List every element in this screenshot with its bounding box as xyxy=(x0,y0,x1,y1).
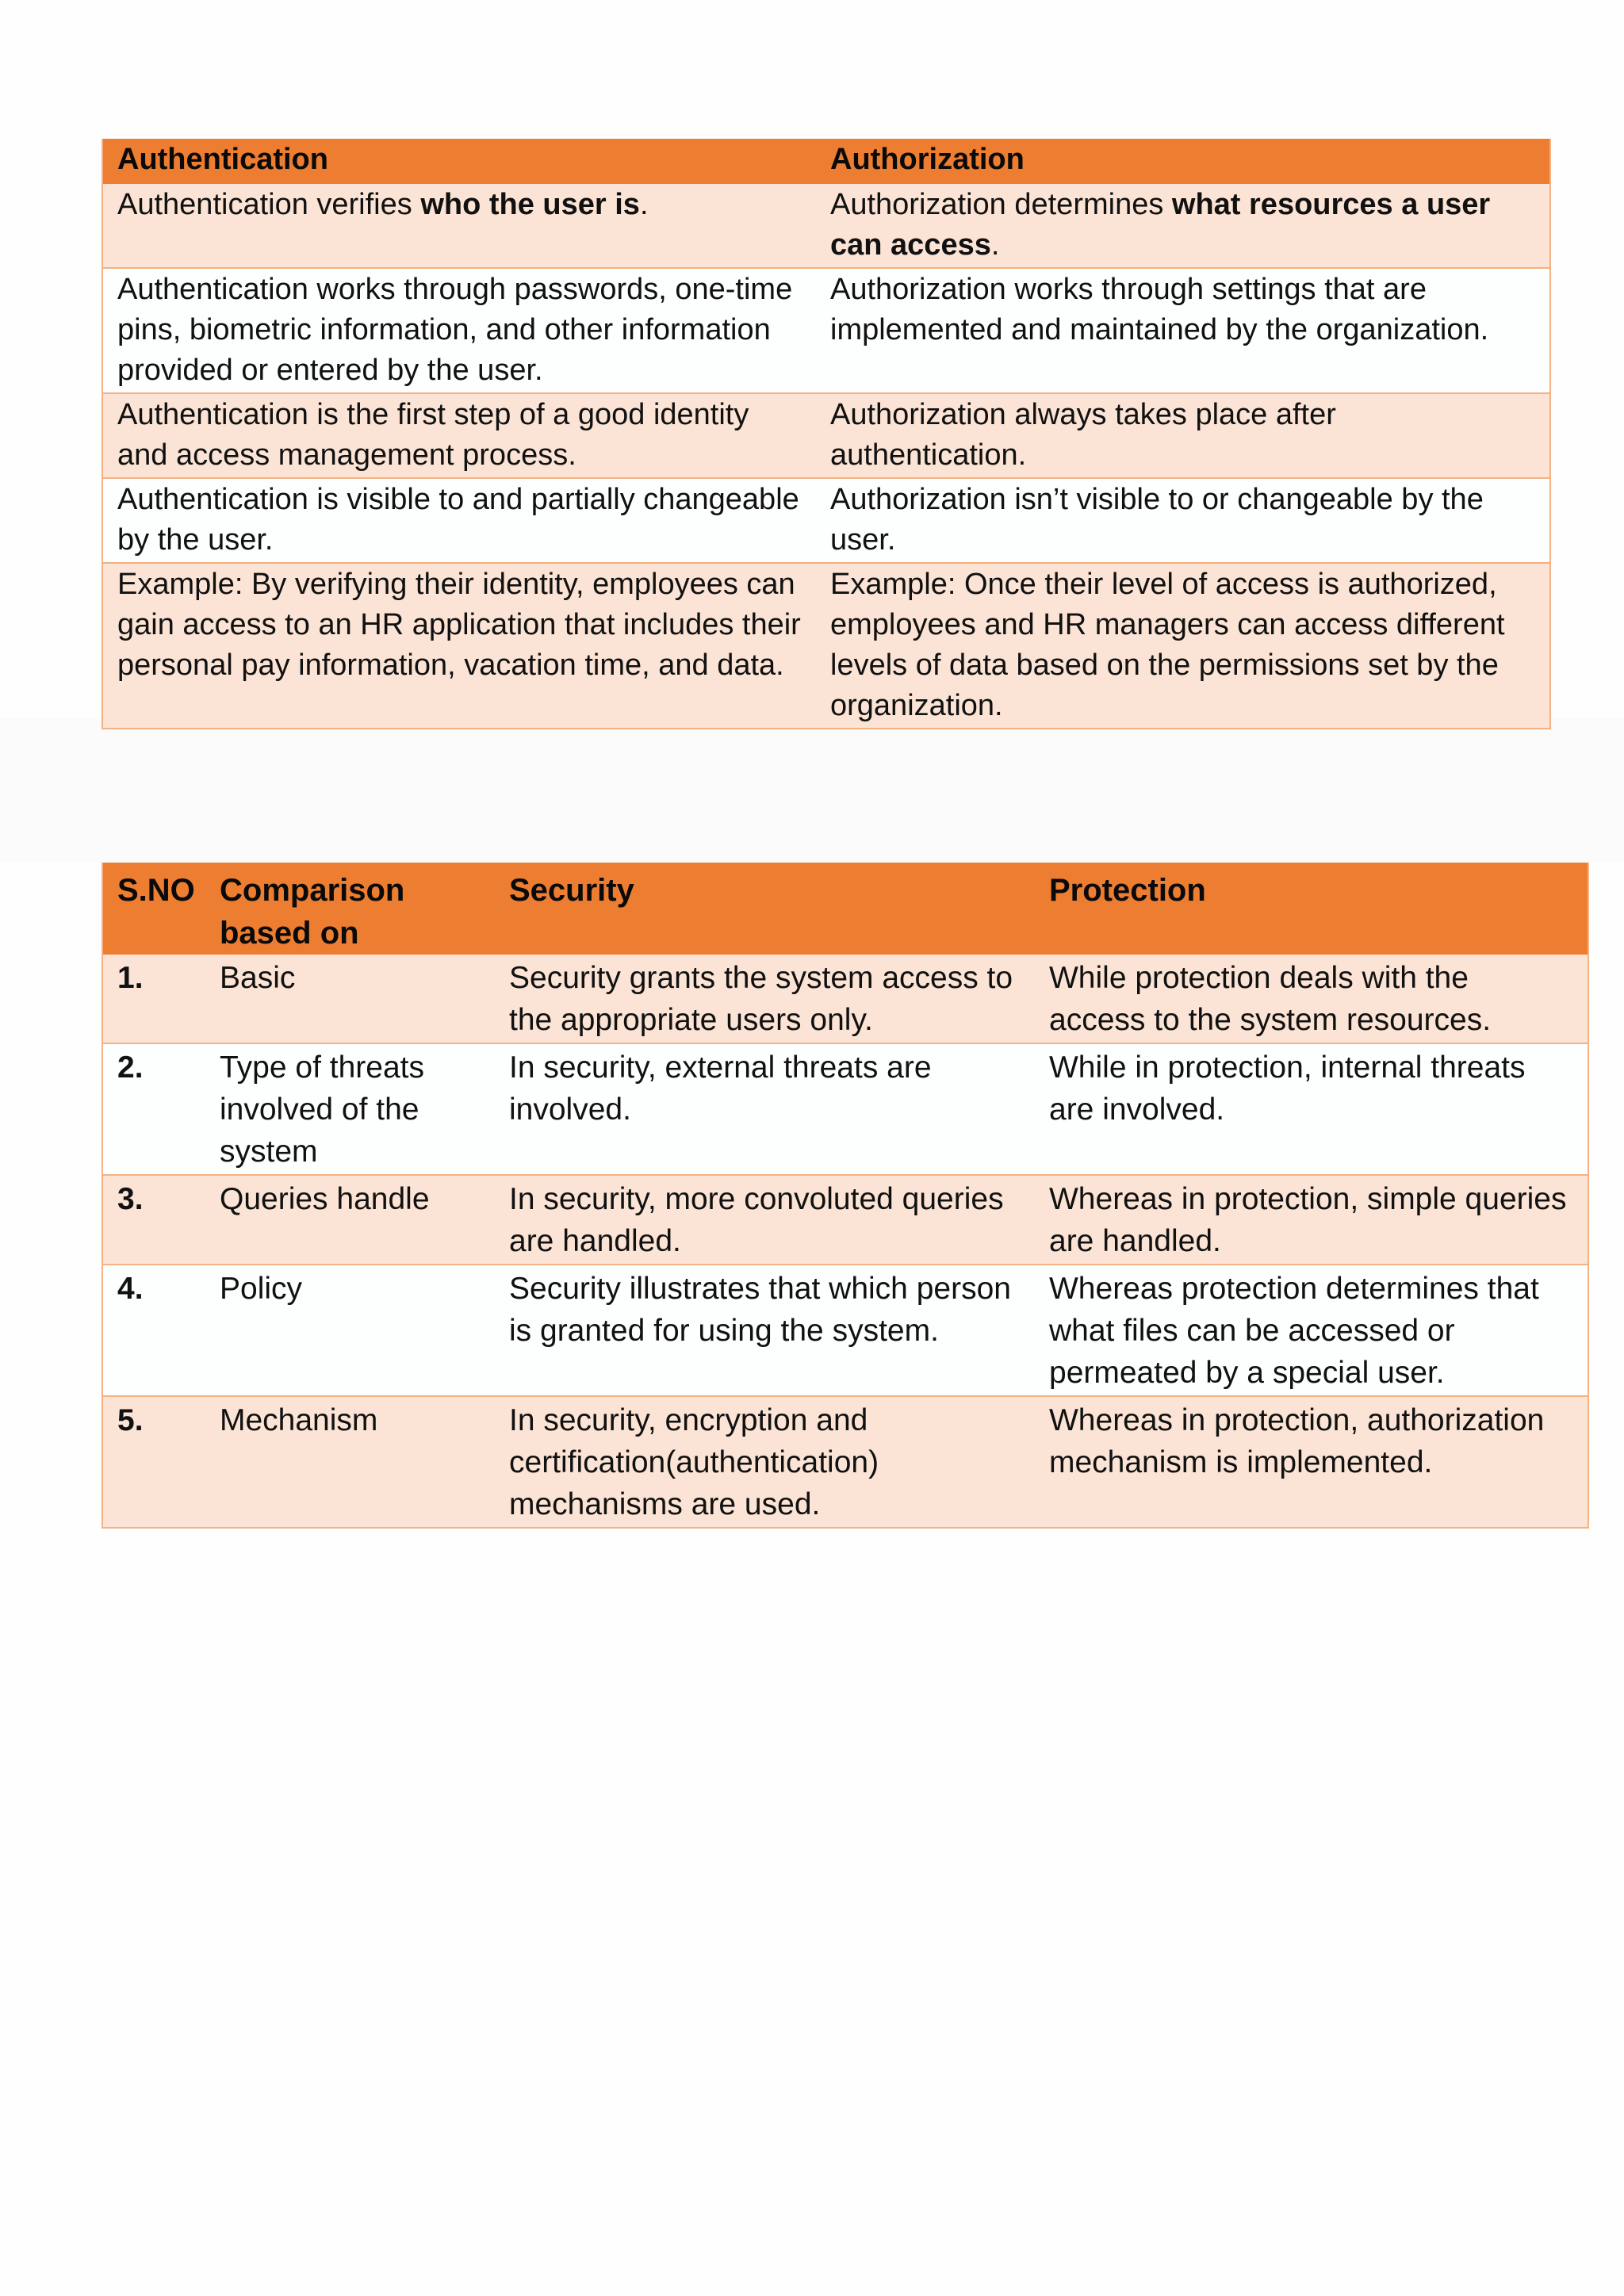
table-row xyxy=(102,1396,1588,1528)
authorization-cell: Authorization always takes place after authentication. xyxy=(816,393,1550,478)
comparison-cell: Queries handle xyxy=(205,1175,495,1265)
authorization-cell: Authorization works through settings that are implemented and maintained by the organization. xyxy=(816,268,1550,393)
sno-cell: 4. xyxy=(102,1265,205,1396)
authentication-authorization-table xyxy=(102,139,1551,729)
table-header-row xyxy=(102,139,1550,184)
header-authorization: Authorization xyxy=(816,139,1550,184)
authentication-cell: Authentication verifies who the user is. xyxy=(102,184,816,268)
table-row xyxy=(102,563,1550,729)
header-sno: S.NO xyxy=(102,863,205,955)
security-cell: In security, external threats are involved. xyxy=(495,1043,1035,1175)
sno-cell: 3. xyxy=(102,1175,205,1265)
table-row xyxy=(102,1043,1588,1175)
header-authentication: Authentication xyxy=(102,139,816,184)
sno-cell: 5. xyxy=(102,1396,205,1528)
protection-cell: Whereas in protection, simple queries are handled. xyxy=(1035,1175,1588,1265)
header-protection: Protection xyxy=(1035,863,1588,955)
page-background-band xyxy=(0,718,1624,863)
authorization-cell: Example: Once their level of access is authorized, employees and HR managers can access different levels of data based on the permissions set by the organization. xyxy=(816,563,1550,729)
comparison-cell: Policy xyxy=(205,1265,495,1396)
security-cell: In security, more convoluted queries are handled. xyxy=(495,1175,1035,1265)
authentication-cell: Authentication is the first step of a good identity and access management process. xyxy=(102,393,816,478)
header-security: Security xyxy=(495,863,1035,955)
comparison-cell: Mechanism xyxy=(205,1396,495,1528)
table-row xyxy=(102,393,1550,478)
table-row xyxy=(102,1265,1588,1396)
table-row xyxy=(102,1175,1588,1265)
protection-cell: While in protection, internal threats are involved. xyxy=(1035,1043,1588,1175)
authentication-cell: Example: By verifying their identity, employees can gain access to an HR application that includes their personal pay information, vacation time, and data. xyxy=(102,563,816,729)
authentication-cell: Authentication works through passwords, one-time pins, biometric information, and other information provided or entered by the user. xyxy=(102,268,816,393)
sno-cell: 2. xyxy=(102,1043,205,1175)
security-cell: Security grants the system access to the appropriate users only. xyxy=(495,955,1035,1043)
protection-cell: While protection deals with the access to the system resources. xyxy=(1035,955,1588,1043)
sno-cell: 1. xyxy=(102,955,205,1043)
authorization-cell: Authorization determines what resources a user can access. xyxy=(816,184,1550,268)
table-row xyxy=(102,955,1588,1043)
authorization-cell: Authorization isn’t visible to or changeable by the user. xyxy=(816,478,1550,563)
comparison-cell: Type of threats involved of the system xyxy=(205,1043,495,1175)
table-header-row xyxy=(102,863,1588,955)
protection-cell: Whereas in protection, authorization mechanism is implemented. xyxy=(1035,1396,1588,1528)
authentication-cell: Authentication is visible to and partially changeable by the user. xyxy=(102,478,816,563)
protection-cell: Whereas protection determines that what files can be accessed or permeated by a special user. xyxy=(1035,1265,1588,1396)
table-row xyxy=(102,184,1550,268)
header-comparison: Comparison based on xyxy=(205,863,495,955)
security-cell: Security illustrates that which person is granted for using the system. xyxy=(495,1265,1035,1396)
table-row xyxy=(102,268,1550,393)
table-row xyxy=(102,478,1550,563)
security-protection-table xyxy=(102,863,1589,1529)
security-cell: In security, encryption and certification(authentication) mechanisms are used. xyxy=(495,1396,1035,1528)
comparison-cell: Basic xyxy=(205,955,495,1043)
